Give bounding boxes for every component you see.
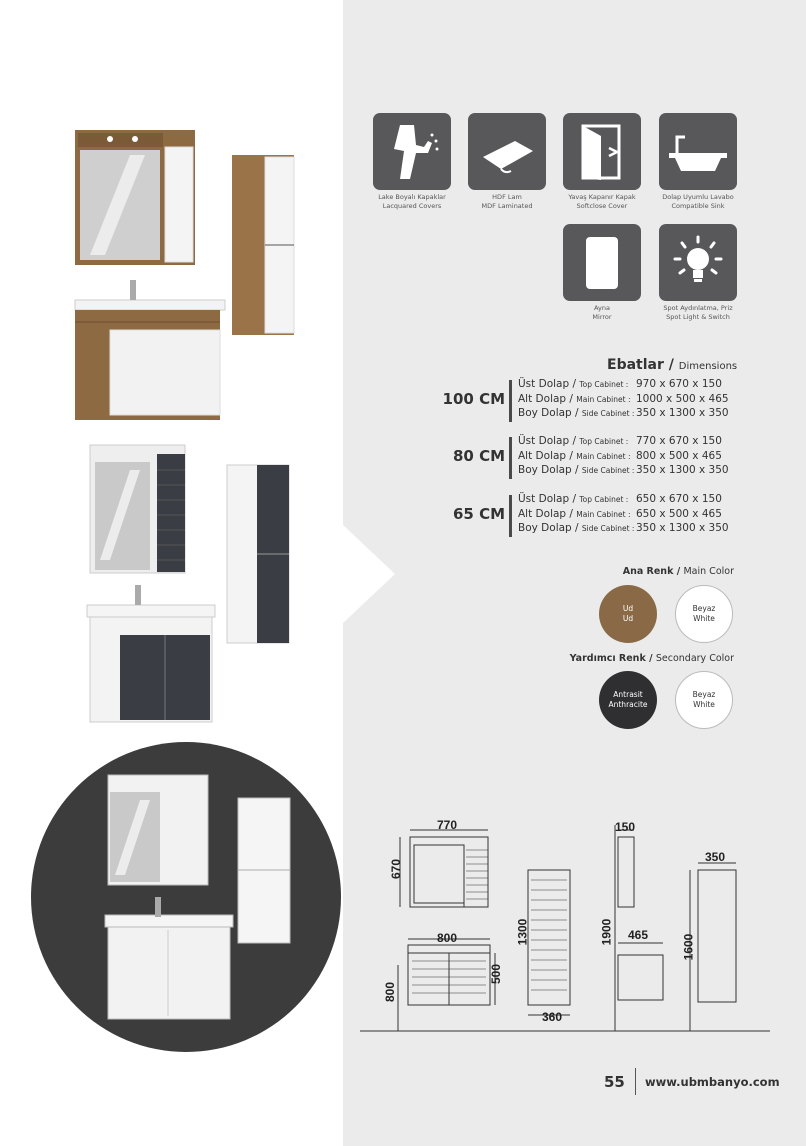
dimension-row bbox=[518, 507, 722, 520]
feature-caption-tr: Lake Boyalı Kapaklar bbox=[378, 193, 446, 201]
dim-label-770: 770 bbox=[437, 818, 458, 832]
laminate-sheet-icon bbox=[468, 113, 546, 190]
feature-soft-close-door bbox=[547, 113, 657, 211]
feature-caption bbox=[357, 193, 467, 211]
feature-caption-tr: HDF Lam bbox=[492, 193, 522, 201]
dimension-value: 650 x 500 x 465 bbox=[636, 507, 722, 520]
dimension-value: 350 x 1300 x 350 bbox=[636, 407, 729, 419]
dimension-label: Alt Dolap / Main Cabinet : bbox=[518, 449, 631, 462]
size-label: 100 CM bbox=[442, 390, 505, 408]
swatch-label-tr: Ud bbox=[622, 604, 634, 613]
swatch-label-tr: Antrasit bbox=[613, 690, 643, 699]
dim-label-500: 500 bbox=[489, 963, 504, 985]
dimension-value: 1000 x 500 x 465 bbox=[636, 392, 729, 405]
soft-close-door-icon bbox=[563, 113, 641, 190]
color-swatch-ud bbox=[599, 585, 657, 643]
dimension-group bbox=[440, 493, 740, 541]
swatch-label-tr: Beyaz bbox=[692, 604, 716, 613]
size-bar bbox=[509, 437, 512, 479]
dimension-value: 650 x 670 x 150 bbox=[636, 493, 722, 505]
dimension-row bbox=[518, 407, 729, 419]
spray-gun-icon bbox=[373, 113, 451, 190]
feature-spray-gun bbox=[357, 113, 467, 211]
feature-caption-en: Lacquared Covers bbox=[382, 202, 442, 210]
swatch-label-en: Anthracite bbox=[608, 700, 648, 709]
product-white-anthracite bbox=[85, 440, 295, 725]
dimension-label: Alt Dolap / Main Cabinet : bbox=[518, 392, 631, 405]
color-swatch-anthracite bbox=[599, 671, 657, 729]
dimension-row bbox=[518, 392, 729, 405]
website-url: www.ubmbanyo.com bbox=[645, 1075, 780, 1089]
dimension-label: Boy Dolap / Side Cabinet : bbox=[518, 407, 635, 419]
dim-label-465: 465 bbox=[628, 928, 649, 942]
dimension-value: 770 x 670 x 150 bbox=[636, 435, 722, 447]
swatch-label-en: Ud bbox=[622, 614, 634, 623]
dimension-label: Üst Dolap / Top Cabinet : bbox=[518, 435, 629, 447]
dimension-value: 350 x 1300 x 350 bbox=[636, 522, 729, 534]
size-label: 80 CM bbox=[452, 447, 505, 465]
feature-caption bbox=[643, 193, 753, 211]
color-swatch-white bbox=[675, 671, 733, 729]
size-bar bbox=[509, 380, 512, 422]
feature-caption bbox=[547, 304, 657, 322]
dim-label-350: 350 bbox=[705, 850, 726, 864]
swatch-label-tr: Beyaz bbox=[692, 690, 716, 699]
feature-caption-en: MDF Laminated bbox=[481, 202, 533, 210]
dimension-row bbox=[518, 464, 729, 476]
dim-label-1900: 1900 bbox=[599, 918, 614, 946]
dimension-label: Alt Dolap / Main Cabinet : bbox=[518, 507, 631, 520]
dimension-row bbox=[518, 522, 729, 534]
feature-caption-tr: Yavaş Kapanır Kapak bbox=[568, 193, 636, 201]
dimension-row bbox=[518, 493, 722, 505]
dimension-label: Boy Dolap / Side Cabinet : bbox=[518, 522, 635, 534]
product-all-white bbox=[100, 770, 300, 1025]
dimension-label: Üst Dolap / Top Cabinet : bbox=[518, 493, 629, 505]
technical-drawing bbox=[360, 815, 770, 1035]
feature-caption-en: Mirror bbox=[592, 313, 612, 321]
dimension-value: 800 x 500 x 465 bbox=[636, 449, 722, 462]
size-label: 65 CM bbox=[452, 505, 505, 523]
dim-label-360: 360 bbox=[542, 1010, 563, 1024]
dimension-value: 970 x 670 x 150 bbox=[636, 378, 722, 390]
feature-caption-tr: Ayna bbox=[594, 304, 610, 312]
feature-laminate-sheet bbox=[452, 113, 562, 211]
sink-icon bbox=[659, 113, 737, 190]
page-number: 55 bbox=[604, 1073, 625, 1091]
swatch-label-en: White bbox=[693, 614, 715, 623]
dimension-row bbox=[518, 449, 722, 462]
dimension-label: Üst Dolap / Top Cabinet : bbox=[518, 378, 629, 390]
dimension-label: Boy Dolap / Side Cabinet : bbox=[518, 464, 635, 476]
dimensions-title: Ebatlar / Dimensions bbox=[607, 357, 738, 373]
dimension-group bbox=[440, 435, 740, 483]
dimension-row bbox=[518, 435, 722, 447]
main-color-title: Ana Renk / Main Color bbox=[622, 566, 734, 577]
dim-label-1300: 1300 bbox=[515, 918, 530, 946]
dim-label-800-height: 800 bbox=[383, 981, 398, 1003]
footer-divider bbox=[635, 1068, 636, 1095]
dim-label-670: 670 bbox=[389, 858, 404, 880]
dim-label-1600: 1600 bbox=[681, 933, 696, 961]
dimension-row bbox=[518, 378, 722, 390]
arrow-pointer bbox=[343, 525, 395, 623]
product-wood-white bbox=[70, 125, 300, 425]
feature-mirror bbox=[547, 224, 657, 322]
mirror-icon bbox=[563, 224, 641, 301]
feature-caption bbox=[547, 193, 657, 211]
dimension-group bbox=[440, 378, 740, 426]
feature-sink bbox=[643, 113, 753, 211]
dimension-value: 350 x 1300 x 350 bbox=[636, 464, 729, 476]
light-bulb-icon bbox=[659, 224, 737, 301]
feature-caption-en: Spot Light & Switch bbox=[666, 313, 730, 321]
feature-caption bbox=[643, 304, 753, 322]
size-bar bbox=[509, 495, 512, 537]
feature-caption-en: Compatible Sink bbox=[671, 202, 725, 210]
feature-caption bbox=[452, 193, 562, 211]
color-swatch-white bbox=[675, 585, 733, 643]
feature-caption-en: Softclose Cover bbox=[576, 202, 628, 210]
secondary-color-title: Yardımcı Renk / Secondary Color bbox=[569, 653, 734, 664]
swatch-label-en: White bbox=[693, 700, 715, 709]
feature-light-bulb bbox=[643, 224, 753, 322]
dim-label-150: 150 bbox=[615, 820, 636, 834]
feature-caption-tr: Dolap Uyumlu Lavabo bbox=[662, 193, 734, 201]
feature-caption-tr: Spot Aydınlatma, Priz bbox=[663, 304, 733, 312]
dim-label-800-width: 800 bbox=[437, 931, 458, 945]
